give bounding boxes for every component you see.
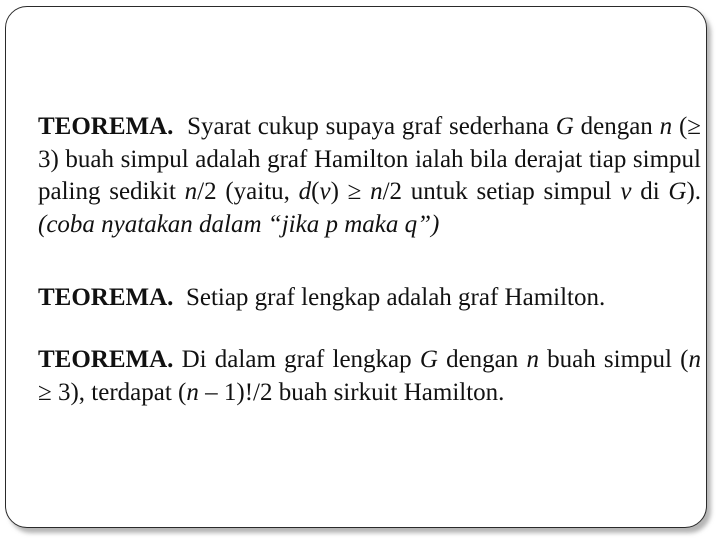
theorem-text: Syarat cukup supaya graf sederhana bbox=[187, 113, 556, 140]
theorem-text: – 1)!/2 buah sirkuit Hamilton. bbox=[198, 378, 505, 406]
theorem-circuit-count bbox=[38, 344, 701, 409]
math-var: d bbox=[298, 178, 312, 205]
theorem-note: (coba nyatakan dalam “jika p maka q”) bbox=[38, 210, 440, 238]
theorem-text: /2 untuk setiap simpul bbox=[382, 178, 621, 205]
theorem-text: dengan bbox=[573, 113, 660, 140]
theorem-text: ( bbox=[311, 178, 320, 205]
theorem-text: di bbox=[631, 178, 669, 205]
theorem-text: (≥ 3) buah simpul adalah graf Hamilton ialah bila derajat tiap simpul paling sedikit bbox=[38, 113, 701, 205]
theorem-text: /2 (yaitu, bbox=[197, 178, 299, 205]
theorem-complete-graph bbox=[38, 282, 701, 315]
math-var: G bbox=[419, 346, 438, 373]
math-var: G bbox=[668, 178, 687, 205]
slide-frame bbox=[5, 6, 707, 528]
theorem-label: TEOREMA. bbox=[38, 113, 174, 140]
math-var: G bbox=[555, 113, 574, 140]
theorem-dirac bbox=[38, 111, 701, 241]
math-var: n bbox=[526, 346, 539, 373]
theorem-text: ≥ 3), terdapat ( bbox=[38, 378, 187, 406]
theorem-text: ). bbox=[686, 178, 702, 205]
theorem-text: dengan bbox=[437, 346, 527, 373]
theorem-text: Di dalam graf lengkap bbox=[173, 346, 420, 373]
theorem-label: TEOREMA. bbox=[38, 346, 174, 373]
theorem-label: TEOREMA. bbox=[38, 284, 174, 311]
theorem-text: Setiap graf lengkap adalah graf Hamilton. bbox=[185, 284, 606, 311]
theorem-text: ) ≥ bbox=[330, 178, 371, 205]
math-var: n bbox=[186, 378, 199, 406]
math-var: v bbox=[319, 178, 331, 205]
math-var: n bbox=[184, 178, 198, 205]
math-var: n bbox=[688, 346, 701, 373]
math-var: v bbox=[620, 178, 632, 205]
math-var: n bbox=[370, 178, 383, 205]
math-var: n bbox=[659, 113, 673, 140]
theorem-text: buah simpul ( bbox=[538, 346, 689, 373]
